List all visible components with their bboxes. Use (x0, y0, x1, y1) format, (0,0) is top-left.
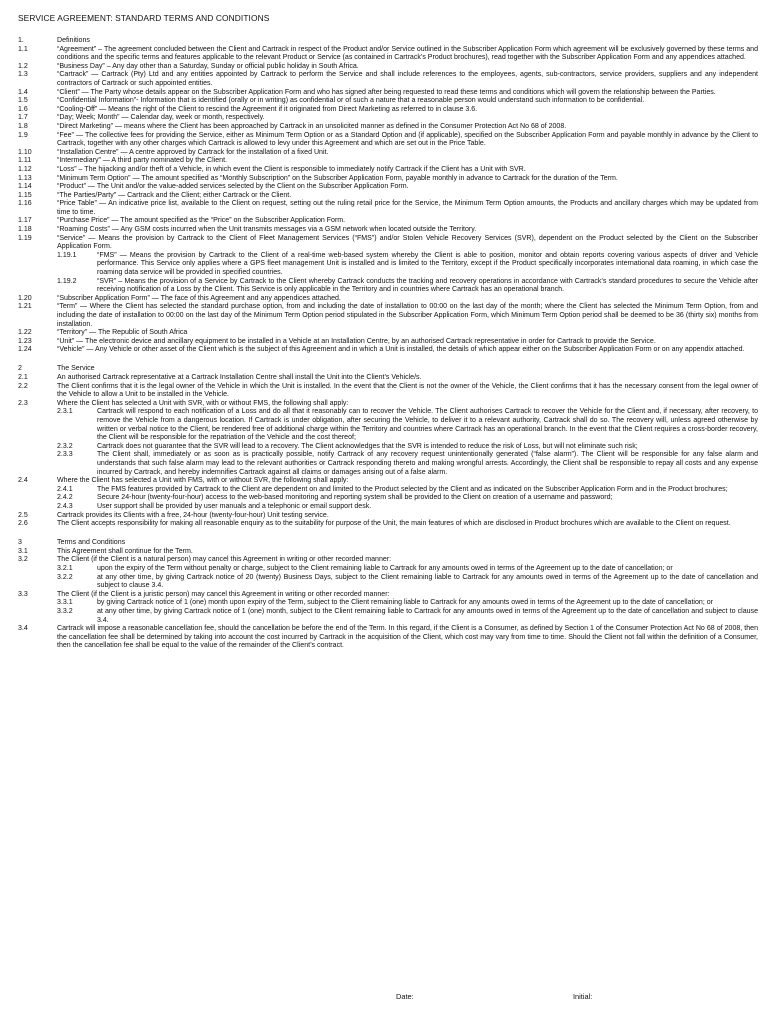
clause-text: “Intermediary” — A third party nominated by the Client. (57, 157, 227, 165)
clause (18, 329, 758, 338)
subclause (57, 494, 758, 503)
clause-body (57, 217, 758, 226)
clause (18, 166, 758, 175)
clause-number: 1.18 (18, 226, 32, 234)
clause-text: “Unit” — The electronic device and ancillary equipment to be installed in a Vehicle at an Installation Centre, by an authorised Cartrack representative in order for Cartrack to provide the Service. (57, 337, 656, 345)
clause-number: 2.1 (18, 374, 28, 382)
subclause-number: 3.2.1 (57, 565, 73, 573)
clause-text: “Agreement” – The agreement concluded between the Client and Cartrack in respect of the Product and/or Service outlined in the Subscriber Application Form which agreement will be exclusively governed by these terms and conditions and the specific terms and features applicable to the relevant Product or Service (as contained in Cartrack’s Product brochures), read together with the Subscriber Application Form and any appendices attached. (57, 45, 758, 62)
clause-text: Where the Client has selected a Unit with FMS, with or without SVR, the following shall apply: (57, 477, 349, 485)
clause (18, 625, 758, 651)
subclause-text: at any other time, by giving Cartrack notice of 1 (one) month, subject to the Client remaining liable to Cartrack for any amounts owed in terms of the Agreement up to the date of cancellation and subject to clause 3.4. (97, 608, 758, 624)
clause-text: “Roaming Costs” — Any GSM costs incurred when the Unit transmits messages via a GSM network when located outside the Territory. (57, 226, 477, 234)
document-body (18, 37, 758, 651)
subclause-text: upon the expiry of the Term without penalty or charge, subject to the Client remaining liable to Cartrack for any amounts owed in terms of the Agreement up to the date of cancellation; or (97, 565, 673, 573)
clause-body (57, 591, 758, 625)
clause (18, 157, 758, 166)
subclause-number: 3.3.1 (57, 599, 73, 607)
clause-body (57, 303, 758, 329)
clause-number: 2.3 (18, 399, 28, 407)
clause-text: “The Parties/Party” — Cartrack and the Client; either Cartrack or the Client. (57, 191, 292, 199)
clause-number: 1.4 (18, 88, 28, 96)
clause (18, 89, 758, 98)
subclause-number: 2.3.2 (57, 442, 73, 450)
clause-number: 2.2 (18, 382, 28, 390)
clause-body (57, 123, 758, 132)
clause-body (57, 548, 758, 557)
subclause-text: The Client shall, immediately or as soon as is practically possible, notify Cartrack of any recovery request unintentionally generated (“false alarm”). The Client will be responsible for any false alarm and understands that such false alarm may lead to the relevant authorities or Cartrack responding thereto and making wrongful arrests. Accordingly, the Client shall be responsible to repay all costs and any expense incurred by Cartrack, and hereby indemnifies Cartrack against all claims or damages arising out of a false alarm. (97, 451, 758, 476)
clause-number: 1.8 (18, 122, 28, 130)
subclause (57, 599, 758, 608)
subclause-number: 2.4.3 (57, 502, 73, 510)
clause (18, 346, 758, 355)
clause-body (57, 175, 758, 184)
subclause (57, 565, 758, 574)
clause-text: “Product” — The Unit and/or the value-added services selected by the Client on the Subscriber Application Form. (57, 183, 409, 191)
subclause-text: by giving Cartrack notice of 1 (one) month upon expiry of the Term, subject to the Client remaining liable to Cartrack for any amounts owed in terms of the Agreement up to the date of cancellation; or (97, 599, 714, 607)
clause-text: Cartrack will impose a reasonable cancellation fee, should the cancellation be before the end of the Term. In this regard, if the Client is a Consumer, as defined by Section 1 of the Consumer Protection Act No 68 of 2008, then the cancellation fee shall be determined by taking into account the cost incurred by Cartrack in the acquisition of the Client, which cost may vary from time to time. Should the Client not fall within the definition of a Consumer, then the cancellation fee shall be equal to the value of the remainder of the Client’s contract. (57, 625, 758, 650)
subclause-number: 3.3.2 (57, 608, 73, 615)
clause-body (57, 346, 758, 355)
clause-text: “Service” — Means the provision by Cartrack to the Client of Fleet Management Services (“FMS”) and/or Stolen Vehicle Recovery Services (SVR), dependent on the Product selected by the Client on the Subscriber Application Form. (57, 234, 758, 251)
clause-number: 2.4 (18, 477, 28, 485)
clause-text: “Day; Week; Month” — Calendar day, week or month, respectively. (57, 114, 265, 122)
clause-number: 1.13 (18, 174, 32, 182)
subclause-number: 2.4.2 (57, 494, 73, 502)
clause-text: “Cooling-Off” — Means the right of the Client to rescind the Agreement if it originated from Direct Marketing as referred to in clause 3.6. (57, 105, 478, 113)
clause-body (57, 114, 758, 123)
clause-body (57, 400, 758, 477)
clause-body (57, 512, 758, 521)
document-page (18, 13, 758, 651)
clause-body (57, 556, 758, 590)
clause-number: 1.21 (18, 303, 32, 311)
clause-text: “Client” — The Party whose details appear on the Subscriber Application Form and who has signed after being requested to read these terms and conditions which will govern the relationship between the Parties. (57, 88, 716, 96)
clause (18, 149, 758, 158)
clause-body (57, 106, 758, 115)
clause-body (57, 46, 758, 63)
clause-number: 3.1 (18, 547, 28, 555)
clause (18, 106, 758, 115)
clause (18, 374, 758, 383)
section-title: The Service (57, 365, 95, 373)
clause-number: 3.2 (18, 556, 28, 564)
section-gap (18, 529, 758, 540)
clause-text: Cartrack provides its Clients with a free, 24-hour (twenty-four-hour) Unit testing service. (57, 511, 329, 519)
clause-body (57, 97, 758, 106)
clause-body (57, 89, 758, 98)
subclause (57, 503, 758, 512)
clause (18, 520, 758, 529)
clause-number: 1.16 (18, 200, 32, 208)
clause-text: An authorised Cartrack representative at a Cartrack Installation Centre shall install the Unit into the Client’s Vehicle/s. (57, 374, 422, 382)
clause (18, 217, 758, 226)
clause-body (57, 477, 758, 511)
clause-number: 1.2 (18, 62, 28, 70)
section-heading (18, 365, 758, 374)
subclause-text: Cartrack does not guarantee that the SVR will lead to a recovery. The Client acknowledges that the SVR is intended to reduce the risk of Loss, but will not eliminate such risk; (97, 442, 638, 450)
subclause (57, 443, 758, 452)
clause (18, 132, 758, 149)
clause (18, 114, 758, 123)
subclause-number: 2.3.1 (57, 408, 73, 416)
clause (18, 400, 758, 477)
clause-number: 1.11 (18, 157, 32, 165)
section-title: Definitions (57, 37, 90, 44)
clause (18, 71, 758, 88)
subclause-text: Cartrack will respond to each notification of a Loss and do all that it reasonably can to recover the Vehicle. The Client authorises Cartrack to recover the Vehicle for the Client and, if necessary, after recovery, to remove the Vehicle from a dangerous location. If Cartrack is under obligation, after securing the Vehicle, to deliver it to a relevant authority, Cartrack shall do so. The recovery will, unless agreed otherwise by written or verbal notice to the Client, be rendered free of additional charge within the Territory and countries where Cartrack has an operational branch. In the event that the Client requires a cross-border recovery, the Client will be responsible for the repatriation of the Vehicle and the cost thereof; (97, 408, 758, 442)
date-label: Date: (396, 992, 414, 1001)
clause-text: “Installation Centre” — A centre approved by Cartrack for the installation of a fixed Unit. (57, 148, 329, 156)
clause-text: Where the Client has selected a Unit with SVR, with or without FMS, the following shall apply: (57, 399, 349, 407)
clause-number: 1.24 (18, 346, 32, 354)
clause-text: “Price Table” — An indicative price list, available to the Client on request, setting out the ruling retail price for the Service, the Minimum Term Option amounts, the Products and ancillary charges which may be updated from time to time. (57, 200, 758, 216)
clause (18, 175, 758, 184)
subclause (57, 252, 758, 278)
subclause (57, 608, 758, 625)
clause-number: 1.14 (18, 183, 32, 191)
subclause-text: Secure 24-hour (twenty-four-hour) access to the web-based monitoring and reporting system shall be provided to the Client on creation of a username and password; (97, 494, 613, 502)
clause-body (57, 329, 758, 338)
section-title: Terms and Conditions (57, 539, 126, 547)
clause (18, 591, 758, 625)
section-number: 3 (18, 539, 22, 547)
clause (18, 200, 758, 217)
clause-text: The Client accepts responsibility for making all reasonable enquiry as to the suitability for purpose of the Unit, the main features of which are disclosed in Product brochures which are available to the Client on request. (57, 520, 731, 528)
clause-body (57, 183, 758, 192)
clause-body (57, 625, 758, 651)
subclause (57, 408, 758, 442)
subclause-number: 1.19.1 (57, 251, 77, 259)
clause-number: 1.3 (18, 71, 28, 79)
clause-number: 1.19 (18, 234, 32, 242)
section-number: 2 (18, 365, 22, 373)
clause-number: 1.20 (18, 294, 32, 302)
clause-body (57, 374, 758, 383)
clause-body (57, 132, 758, 149)
clause-text: “Direct Marketing” — means where the Client has been approached by Cartrack in an unsolicited manner as defined in the Consumer Protection Act No 68 of 2008. (57, 122, 567, 130)
clause (18, 477, 758, 511)
subclause (57, 486, 758, 495)
clause-text: The Client (if the Client is a natural person) may cancel this Agreement in writing or other recorded manner: (57, 556, 392, 564)
clause (18, 123, 758, 132)
clause-number: 1.17 (18, 217, 32, 225)
clause-body (57, 192, 758, 201)
subclause-text: The FMS features provided by Cartrack to the Client are dependent on and limited to the Product selected by the Client and as indicated on the Subscriber Application Form and in the Product brochures; (97, 485, 728, 493)
clause (18, 556, 758, 590)
clause-number: 1.23 (18, 337, 32, 345)
clause (18, 548, 758, 557)
clause-text: The Client (if the Client is a juristic person) may cancel this Agreement in writing or other recorded manner: (57, 590, 390, 598)
clause-body (57, 200, 758, 217)
section-heading (18, 539, 758, 548)
clause-number: 1.7 (18, 114, 28, 122)
clause-number: 1.22 (18, 329, 32, 337)
clause (18, 303, 758, 329)
clause-body (57, 63, 758, 72)
clause-number: 1.9 (18, 131, 28, 139)
clause-body (57, 235, 758, 295)
clause (18, 235, 758, 295)
document-title: SERVICE AGREEMENT: STANDARD TERMS AND CONDITIONS (18, 13, 270, 23)
clause-body (57, 295, 758, 304)
clause-text: “Fee” — The collective fees for providing the Service, either as Minimum Term Option or as a Standard Option and (if applicable), specified on the Subscriber Application Form and payable monthly in advance by the Client to Cartrack, together with any other charges which Cartrack is allowed to levy under this Agreement and which are set out in the Price Table. (57, 131, 758, 148)
clause-number: 1.1 (18, 45, 28, 53)
initial-label: Initial: (573, 992, 593, 1001)
clause-text: “Minimum Term Option” — The amount specified as “Monthly Subscription” on the Subscriber Application Form, payable monthly in advance to Cartrack for the duration of the Term. (57, 174, 618, 182)
clause-text: This Agreement shall continue for the Term. (57, 547, 193, 555)
clause-number: 1.10 (18, 148, 32, 156)
section-gap (18, 355, 758, 366)
subclause-text: at any other time, by giving Cartrack notice of 20 (twenty) Business Days, subject to the Client remaining liable to Cartrack for any amounts owed in terms of the Agreement up to the date of cancellation and subject to clause 3.4. (97, 573, 758, 590)
clause-text: The Client confirms that it is the legal owner of the Vehicle in which the Unit is installed. In the event that the Client is not the owner of the Vehicle, the Client confirms that it has the necessary consent from the legal owner of the Vehicle to allow a Unit to be installed in the Vehicle. (57, 382, 758, 399)
clause (18, 226, 758, 235)
clause-text: “Vehicle” — Any Vehicle or other asset of the Client which is the subject of this Agreement and in which a Unit is installed, the details of which appear either on the Subscriber Application Form or on any appendix attached. (57, 346, 745, 354)
subclause-number: 1.19.2 (57, 277, 77, 285)
clause-body (57, 520, 758, 529)
clause-body (57, 383, 758, 400)
subclause-number: 2.3.3 (57, 451, 73, 459)
clause-body (57, 338, 758, 347)
subclause-text: “FMS” — Means the provision by Cartrack to the Client of a real-time web-based system whereby the Client is able to position, monitor and obtain reports covering various aspects of driver and Vehicle performance. This Service only applies where a GPS fleet management Unit is installed and is limited to the Territory, except if the Product specifically incorporates international data roaming, in which case the roaming data service will be provided in specified countries. (97, 251, 758, 277)
clause (18, 46, 758, 63)
clause-text: “Business Day” – Any day other than a Saturday, Sunday or official public holiday in South Africa. (57, 62, 359, 70)
subclause-text: “SVR” – Means the provision of a Service by Cartrack to the Client whereby Cartrack conducts the tracking and recovery operations in accordance with Cartrack’s standard procedures to secure the Vehicle after receiving notification of a Loss by the Client. This Service is only applicable in the Territory and in countries where Cartrack has an operational branch. (97, 277, 758, 294)
clause-text: “Confidential Information”- Information that is identified (orally or in writing) as confidential or of such a nature that a reasonable person would understand such information to be confidential. (57, 97, 645, 105)
clause-body (57, 166, 758, 175)
clause (18, 183, 758, 192)
clause-text: “Subscriber Application Form” — The face of this Agreement and any appendices attached. (57, 294, 341, 302)
clause-body (57, 71, 758, 88)
clause (18, 192, 758, 201)
clause-number: 1.15 (18, 191, 32, 199)
clause-body (57, 226, 758, 235)
clause-text: “Loss” – The hijacking and/or theft of a Vehicle, in which event the Client is responsible to immediately notify Cartrack if the Client has a Unit with SVR. (57, 165, 526, 173)
clause (18, 512, 758, 521)
clause (18, 295, 758, 304)
clause (18, 63, 758, 72)
clause (18, 338, 758, 347)
subclause-text: User support shall be provided by user manuals and a telephonic or email support desk. (97, 502, 372, 510)
section-heading (18, 37, 758, 46)
subclause (57, 451, 758, 477)
clause-body (57, 157, 758, 166)
clause-number: 1.5 (18, 97, 28, 105)
subclause (57, 278, 758, 295)
clause-text: “Cartrack” — Cartrack (Pty) Ltd and any entities appointed by Cartrack to perform the Service and shall include references to the employees, agents, sub-contractors, service providers, suppliers and any independent contractors of Cartrack or such appointed entities. (57, 71, 758, 87)
clause-number: 3.3 (18, 590, 28, 598)
clause-number: 1.6 (18, 105, 28, 113)
clause-number: 2.5 (18, 511, 28, 519)
subclause (57, 574, 758, 591)
clause (18, 383, 758, 400)
clause-text: “Term” — Where the Client has selected the standard purchase option, from and including the date of installation to 00:00 on the last day of the month; where the Client has selected the Minimum Term Option, from and including the date of installation to 00:00 on the last day of the Minimum Term Option period stipulated in the Subscriber Application Form, which Minimum Term Option period shall be deemed to be 36 (thirty six) months from installation. (57, 303, 758, 328)
clause-text: “Purchase Price” — The amount specified as the “Price” on the Subscriber Application Form. (57, 217, 346, 225)
clause (18, 97, 758, 106)
clause-number: 1.12 (18, 165, 32, 173)
clause-text: “Territory” — The Republic of South Africa (57, 329, 188, 337)
clause-body (57, 149, 758, 158)
subclause-number: 3.2.2 (57, 573, 73, 581)
section-number: 1. (18, 37, 24, 44)
subclause-number: 2.4.1 (57, 485, 73, 493)
clause-number: 3.4 (18, 625, 28, 633)
clause-number: 2.6 (18, 520, 28, 528)
